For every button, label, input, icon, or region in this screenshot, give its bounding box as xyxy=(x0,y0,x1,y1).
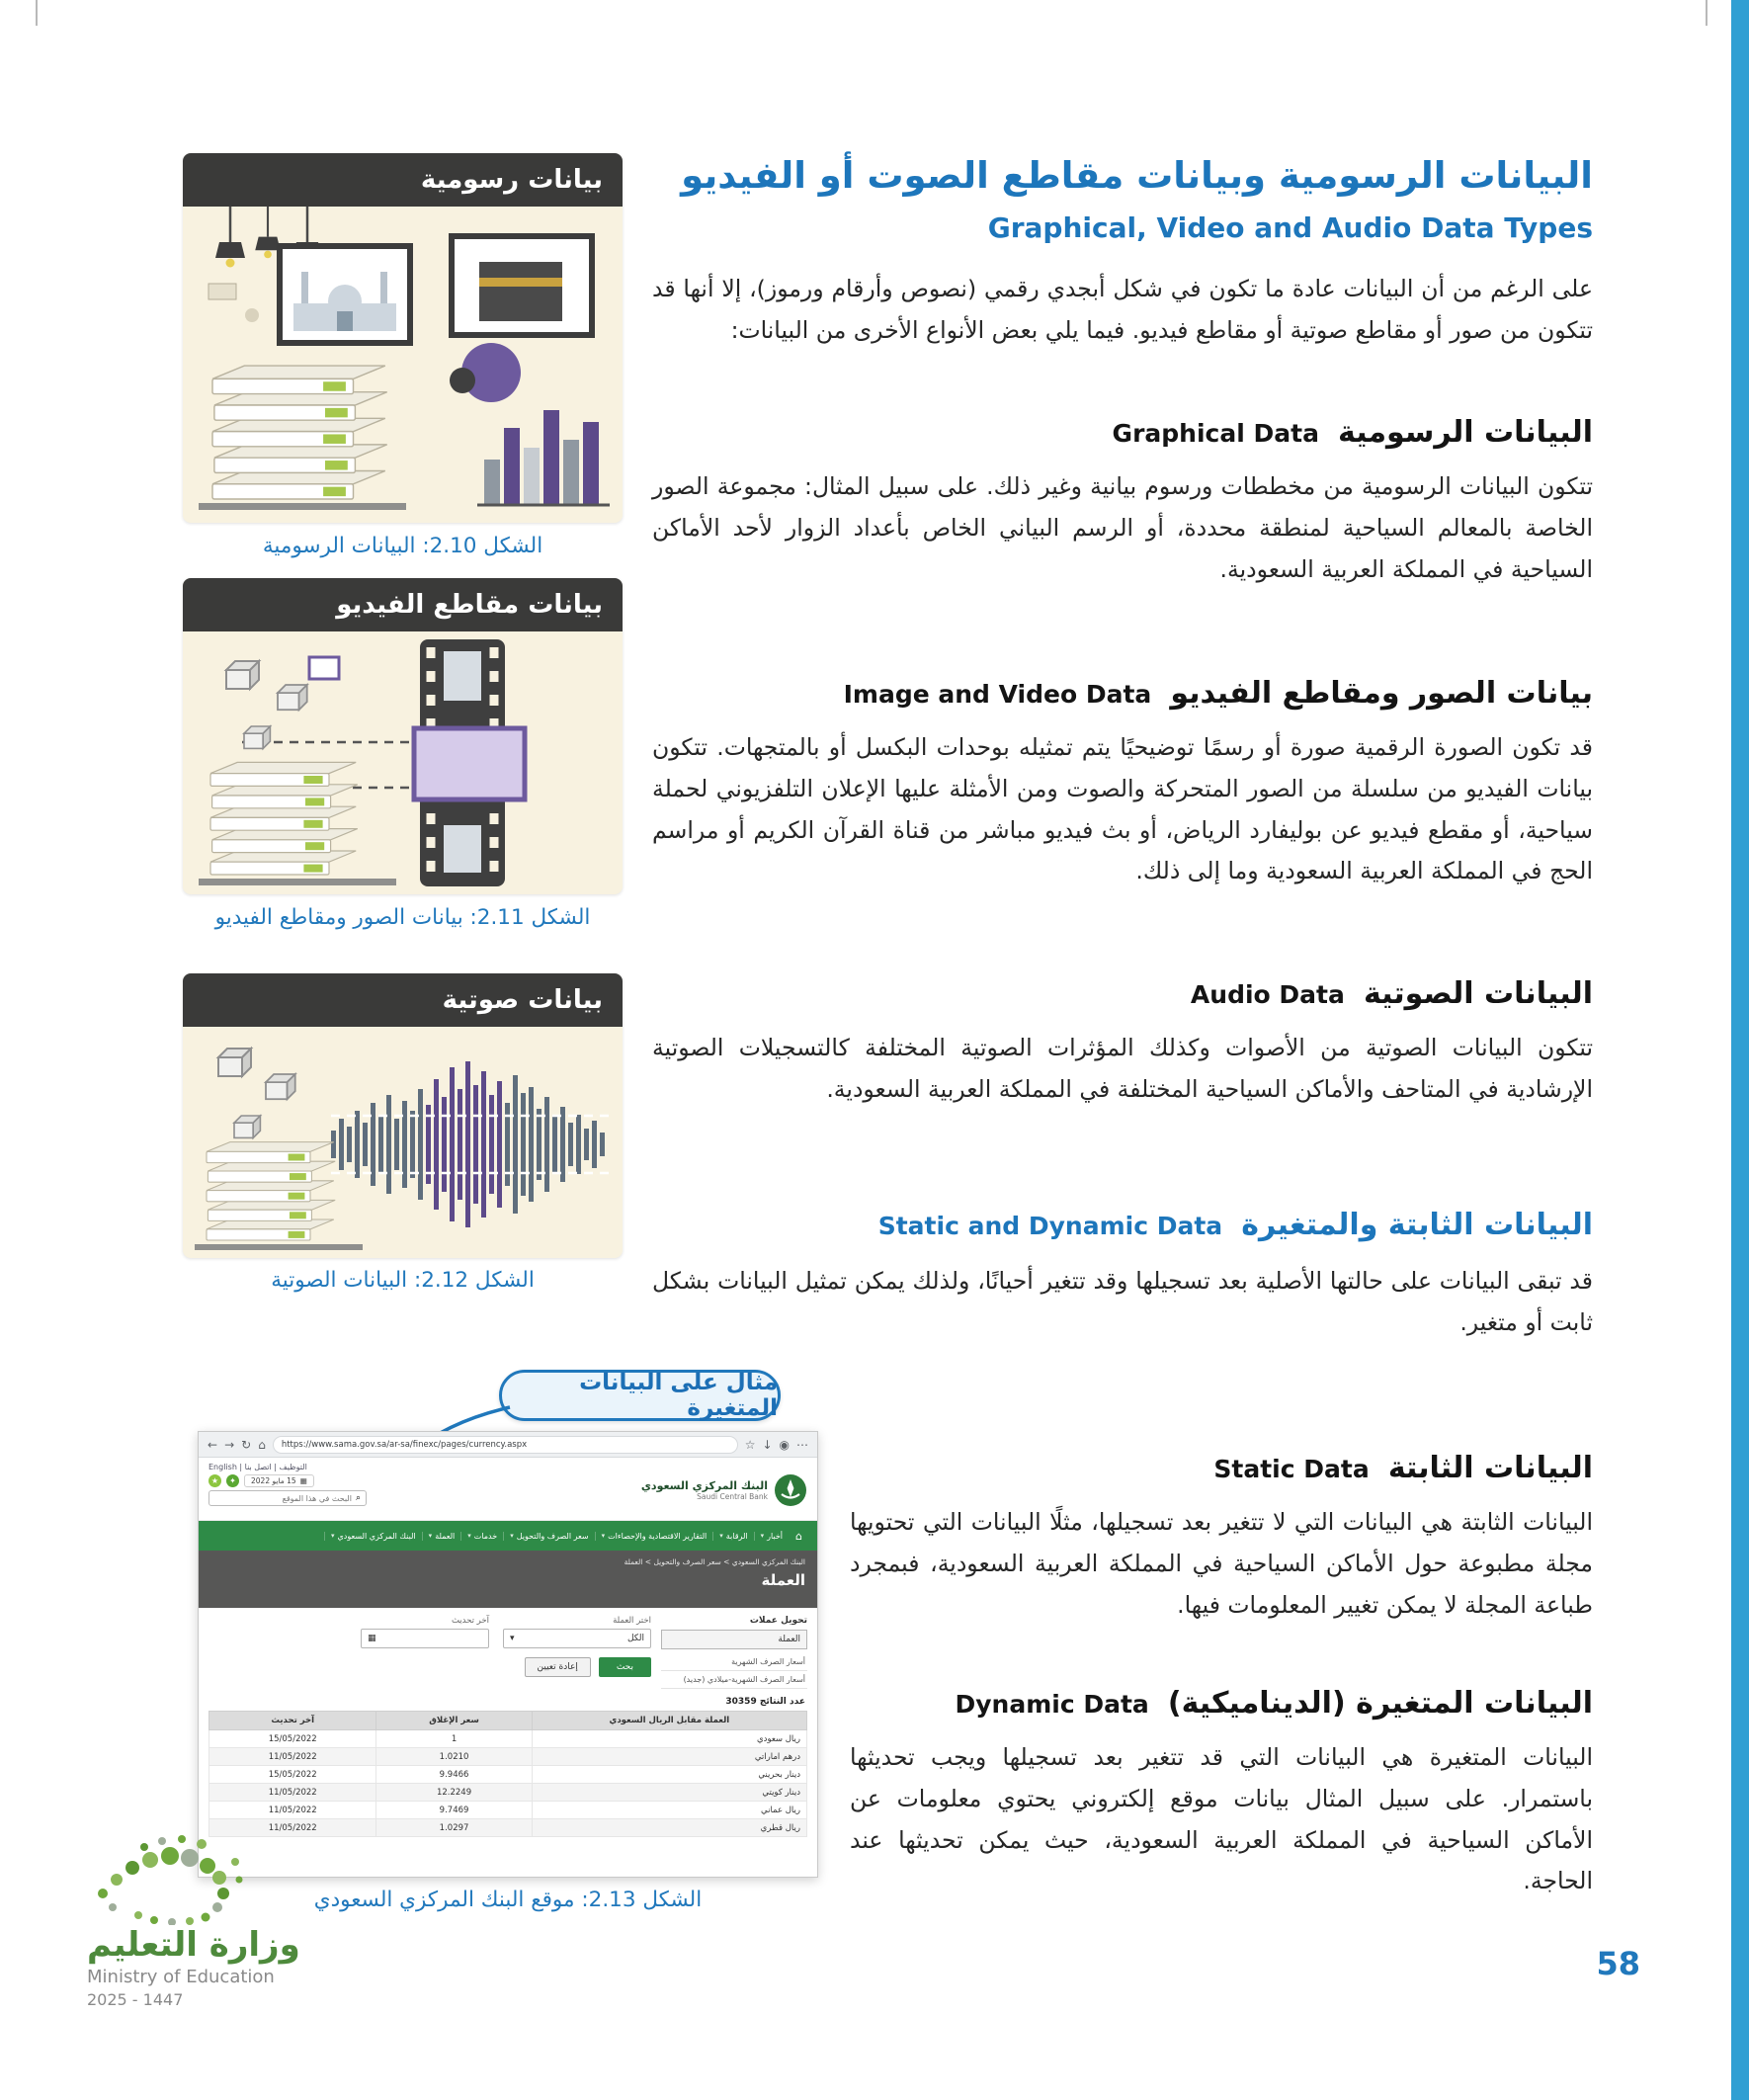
nav-item-about-bank[interactable]: البنك المركزي السعودي ▾ xyxy=(324,1532,422,1541)
profile-icon[interactable]: ◉ xyxy=(779,1437,790,1452)
favorites-icon[interactable]: ☆ xyxy=(744,1437,756,1452)
ministry-wordmark-ar: وزارة التعليم xyxy=(87,1925,300,1965)
picture-frame-mosque xyxy=(280,246,410,343)
section-heading-image-video xyxy=(844,676,1593,711)
site-search-box[interactable] xyxy=(208,1490,367,1506)
choose-currency-label: اختر العملة xyxy=(613,1616,651,1626)
section-title-en: Image and Video Data xyxy=(843,680,1152,709)
section-title-ar: البيانات الثابتة xyxy=(1387,1451,1593,1485)
reset-button[interactable]: إعادة تعيين xyxy=(525,1657,591,1677)
calendar-icon: ▦ xyxy=(299,1476,307,1485)
page-edge-color-bar xyxy=(1731,0,1749,2100)
nav-home-icon[interactable]: ⌂ xyxy=(795,1529,802,1543)
star-badge-icon[interactable]: ★ xyxy=(208,1474,221,1487)
site-nav-bar xyxy=(199,1521,817,1551)
figure-caption-211: الشكل 2.11: بيانات الصور ومقاطع الفيديو xyxy=(214,905,591,930)
nav-item-currency[interactable]: العملة ▾ xyxy=(422,1532,461,1541)
bank-emblem-icon xyxy=(774,1473,807,1507)
side-link-monthly-rates[interactable]: أسعار الصرف الشهرية xyxy=(661,1653,807,1671)
side-link-monthly-rates-gregorian[interactable]: أسعار الصرف الشهرية-ميلادي (جديد) xyxy=(661,1671,807,1689)
section-body-graphical: تتكون البيانات الرسومية من مخططات ورسوم بيانية وغير ذلك. على سبيل المثال: مجموعة الصور الخاصة بالمعالم السياحية لمنطقة محددة، أو الرسم البياني الخاص بأعداد الزوار لأحد الأماكن السياحية في المملكة العربية السعودية. xyxy=(652,472,1593,583)
side-menu-current[interactable]: العملة xyxy=(661,1630,807,1649)
chevron-down-icon: ▾ xyxy=(467,1532,471,1540)
table-header-close: سعر الإغلاق xyxy=(376,1712,532,1730)
back-icon[interactable]: ← xyxy=(208,1437,218,1452)
menu-icon[interactable]: ⋯ xyxy=(796,1437,808,1452)
section-heading-static-dynamic xyxy=(878,1208,1593,1242)
chevron-down-icon: ▾ xyxy=(428,1532,433,1540)
figure-header-label: بيانات رسومية xyxy=(183,153,623,207)
chevron-down-icon: ▾ xyxy=(510,1532,514,1540)
bank-logo[interactable] xyxy=(641,1463,807,1517)
utility-links[interactable]: English | التوظيف | اتصل بنا xyxy=(208,1463,307,1471)
currency-filter-form xyxy=(208,1616,651,1689)
figure-video-data xyxy=(183,578,623,894)
section-title-ar: البيانات المتغيرة (الديناميكية) xyxy=(1167,1686,1593,1721)
page-number: 58 xyxy=(1596,1945,1640,1982)
figure-audio-data xyxy=(183,973,623,1258)
section-title-ar: البيانات الرسومية xyxy=(1338,415,1593,450)
url-text: https://www.sama.gov.sa/ar-sa/finexc/pages/currency.aspx xyxy=(281,1439,528,1450)
table-row: ريال قطري 1.0297 11/05/2022 xyxy=(209,1819,807,1837)
table-row: دينار كويتي 12.2249 11/05/2022 xyxy=(209,1784,807,1802)
section-heading-dynamic xyxy=(955,1686,1593,1721)
site-search-input[interactable] xyxy=(214,1494,352,1503)
section-title-en: Audio Data xyxy=(1190,980,1345,1009)
section-body-dynamic: البيانات المتغيرة هي البيانات التي قد تتغير بعد تسجيلها ويجب تحديثها باستمرار. على سبيل المثال بيانات موقع إلكتروني يحتوي معلومات عن الأماكن السياحية في المملكة العربية السعودية، حيث يمكن تحديثها عند الحاجة. xyxy=(850,1743,1593,1895)
bank-website-screenshot xyxy=(198,1431,818,1878)
crop-mark-right xyxy=(1706,0,1707,26)
nav-item-services[interactable]: خدمات ▾ xyxy=(460,1532,503,1541)
bar-chart-glyph xyxy=(477,410,610,505)
figure-caption-213: الشكل 2.13: موقع البنك المركزي السعودي xyxy=(313,1888,703,1912)
data-stack-icon xyxy=(210,762,358,875)
currency-select[interactable]: الكل ▾ xyxy=(503,1629,651,1648)
results-count: عدد النتائج 30359 xyxy=(725,1697,805,1707)
table-row: دينار بحريني 9.9466 15/05/2022 xyxy=(209,1766,807,1784)
table-row: ريال سعودي 1 15/05/2022 xyxy=(209,1730,807,1748)
section-title-en: Static and Dynamic Data xyxy=(877,1212,1223,1240)
figure-header-label: بيانات مقاطع الفيديو xyxy=(183,578,623,631)
table-row: ريال عماني 9.7469 11/05/2022 xyxy=(209,1802,807,1819)
data-stack-icon xyxy=(212,366,387,499)
section-heading-audio xyxy=(1191,976,1593,1011)
section-title-en: Dynamic Data xyxy=(955,1690,1149,1719)
downloads-icon[interactable]: ↓ xyxy=(762,1437,773,1452)
date-pill xyxy=(244,1474,314,1487)
highlighted-frame xyxy=(414,728,525,799)
callout-label: مثال على البيانات المتغيرة xyxy=(579,1370,778,1421)
nav-item-news[interactable]: أخبار ▾ xyxy=(754,1532,789,1541)
nav-item-supervision[interactable]: الرقابة ▾ xyxy=(712,1532,753,1541)
section-heading-static xyxy=(1213,1451,1593,1485)
address-bar[interactable] xyxy=(273,1436,738,1454)
nav-item-reports[interactable]: التقارير الاقتصادية والإحصاءات ▾ xyxy=(595,1532,713,1541)
figure-graphical-data xyxy=(183,153,623,523)
data-stack-icon xyxy=(207,1142,335,1240)
section-body-image-video: قد تكون الصورة الرقمية صورة أو رسمًا توضيحيًا يتم تمثيله بوحدات البكسل أو بالمتجهات. تتكون بيانات الفيديو من سلسلة من الصور المتحركة والصوت ومن الأمثلة عليها الإعلان التلفزيوني لحملة سياحية، أو مقطع فيديو عن بوليفارد الرياض، أو بث فيديو مباشر من قناة القرآن الكريم أو مراسم الحج في المملكة العربية السعودية وما إلى ذلك. xyxy=(652,733,1593,885)
chevron-down-icon: ▾ xyxy=(331,1532,335,1540)
video-data-illustration xyxy=(183,631,623,894)
page-title-en: Graphical, Video and Audio Data Types xyxy=(987,211,1593,244)
date-picker-field[interactable] xyxy=(361,1629,489,1648)
crop-mark-left xyxy=(36,0,38,26)
home-icon[interactable]: ⌂ xyxy=(258,1437,266,1452)
figure-caption-210: الشكل 2.10: البيانات الرسومية xyxy=(262,534,543,558)
accessibility-badge-icon[interactable]: ✦ xyxy=(226,1474,239,1487)
search-button[interactable]: بحث xyxy=(599,1657,651,1677)
convert-currency-label[interactable]: تحويل عملات xyxy=(749,1616,807,1626)
side-menu xyxy=(661,1616,807,1689)
section-title-ar: البيانات الثابتة والمتغيرة xyxy=(1241,1208,1593,1242)
currency-rates-table xyxy=(208,1711,807,1837)
last-update-label: آخر تحديث xyxy=(451,1616,489,1626)
chevron-down-icon: ▾ xyxy=(601,1532,606,1540)
section-title-ar: بيانات الصور ومقاطع الفيديو xyxy=(1170,676,1593,711)
section-title-en: Static Data xyxy=(1213,1455,1370,1483)
figure-header-label: بيانات صوتية xyxy=(183,973,623,1027)
section-heading-graphical xyxy=(1113,415,1593,450)
nav-item-exchange[interactable]: سعر الصرف والتحويل ▾ xyxy=(503,1532,594,1541)
chevron-down-icon: ▾ xyxy=(510,1634,515,1643)
bank-name-en: Saudi Central Bank xyxy=(697,1491,768,1501)
edition-years: 2025 - 1447 xyxy=(87,1990,184,2009)
graphical-data-illustration xyxy=(183,207,623,523)
currency-page-title: العملة xyxy=(761,1571,805,1589)
table-header-updated: آخر تحديث xyxy=(209,1712,376,1730)
calendar-icon: ▦ xyxy=(368,1634,376,1643)
currency-page-content xyxy=(199,1608,817,1845)
section-body-static: البيانات الثابتة هي البيانات التي لا تتغير بعد تسجيلها، مثلًا البيانات التي تحتويها مجلة مطبوعة حول الأماكن السياحية في المملكة العربية السعودية، فبمجرد طباعة المجلة لا يمكن تغيير المعلومات فيها. xyxy=(850,1508,1593,1619)
search-icon: ⌕ xyxy=(355,1493,361,1503)
table-row: درهم اماراتي 1.0210 11/05/2022 xyxy=(209,1748,807,1766)
ministry-logo-dots xyxy=(79,1816,257,1925)
figure-caption-212: الشكل 2.12: البيانات الصوتية xyxy=(271,1268,535,1293)
audio-data-illustration xyxy=(183,1027,623,1258)
page-title-ar: البيانات الرسومية وبيانات مقاطع الصوت أو الفيديو xyxy=(681,154,1593,197)
table-header-currency: العملة مقابل الريال السعودي xyxy=(532,1712,806,1730)
breadcrumb[interactable]: البنك المركزي السعودي > سعر الصرف والتحويل > العملة xyxy=(624,1557,805,1566)
section-title-en: Graphical Data xyxy=(1112,419,1319,448)
site-header xyxy=(199,1458,817,1521)
bank-name-ar: البنك المركزي السعودي xyxy=(640,1478,768,1492)
site-date: 15 مايو 2022 xyxy=(251,1476,296,1485)
section-body-audio: تتكون البيانات الصوتية من الأصوات وكذلك المؤثرات الصوتية المختلفة كالتسجيلات الصوتية الإرشادية في المتاحف والأماكن السياحية المختلفة في المملكة العربية السعودية. xyxy=(652,1034,1593,1103)
picture-frame-landmark xyxy=(452,236,592,335)
browser-toolbar xyxy=(199,1432,817,1458)
chevron-down-icon: ▾ xyxy=(719,1532,723,1540)
intro-paragraph: على الرغم من أن البيانات عادة ما تكون في شكل أبجدي رقمي (نصوص وأرقام ورموز)، إلا أنها قد تتكون من صور أو مقاطع صوتية أو مقاطع فيديو. فيما يلي بعض الأنواع الأخرى من البيانات: xyxy=(652,275,1593,344)
forward-icon[interactable]: → xyxy=(224,1437,235,1452)
audio-waveform-icon xyxy=(331,1061,605,1227)
header-utility xyxy=(208,1463,367,1517)
page-hero-band xyxy=(199,1551,817,1608)
refresh-icon[interactable]: ↻ xyxy=(241,1437,252,1452)
ministry-name-en: Ministry of Education xyxy=(87,1967,275,1987)
section-body-static-dynamic: قد تبقى البيانات على حالتها الأصلية بعد تسجيلها وقد تتغير أحيانًا، ولذلك يمكن تمثيل البيانات بشكل ثابت أو متغير. xyxy=(652,1267,1593,1336)
section-title-ar: البيانات الصوتية xyxy=(1363,976,1593,1011)
chevron-down-icon: ▾ xyxy=(760,1532,765,1540)
